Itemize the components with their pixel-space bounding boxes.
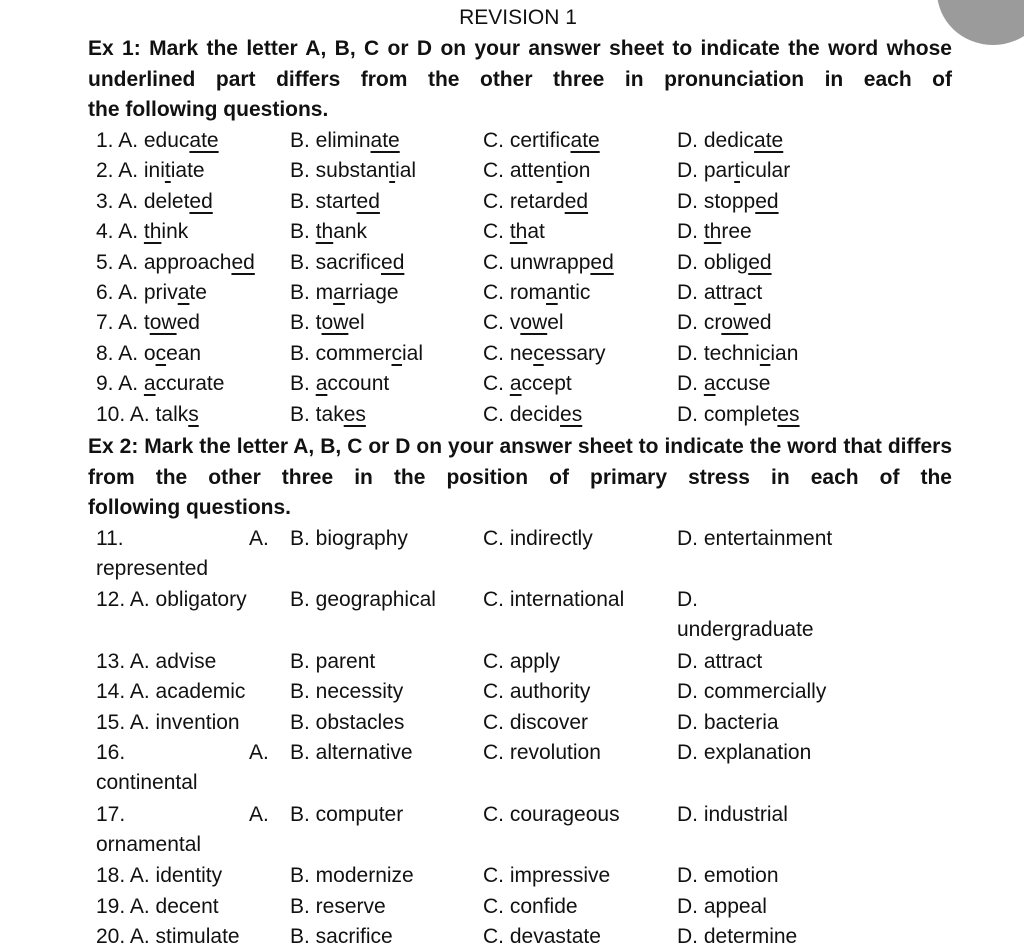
underlined-part: ate bbox=[754, 129, 784, 152]
option-a bbox=[96, 861, 222, 891]
option-a bbox=[96, 400, 199, 430]
option-a bbox=[96, 647, 216, 677]
question-row bbox=[0, 585, 1024, 642]
option-text: ian bbox=[770, 341, 799, 365]
question-row bbox=[0, 647, 1024, 677]
ex1-instruction-line: the following questions. bbox=[88, 98, 329, 121]
underlined-part: a bbox=[734, 281, 746, 304]
option-text: A. stimulate bbox=[129, 925, 240, 949]
option-text: D. dedic bbox=[677, 129, 755, 152]
question-number: 7. bbox=[96, 311, 119, 335]
question-row bbox=[0, 278, 1024, 308]
option-text: A. advise bbox=[129, 649, 217, 673]
underlined-part: t bbox=[389, 159, 396, 183]
question-row bbox=[0, 677, 1024, 707]
option-c: C. indirectly bbox=[483, 527, 593, 550]
option-text: C. decid bbox=[483, 402, 561, 426]
question-row bbox=[0, 524, 1024, 580]
underlined-part: ow bbox=[520, 311, 548, 335]
option-d: D. explanation bbox=[677, 741, 812, 765]
option-c bbox=[483, 308, 564, 338]
option-d: D. emotion bbox=[677, 864, 779, 887]
underlined-part: c bbox=[155, 341, 167, 365]
option-text: C. bbox=[483, 372, 510, 396]
underlined-part: c bbox=[533, 341, 544, 365]
underlined-part: c bbox=[391, 341, 403, 365]
underlined-part: ed bbox=[356, 189, 380, 213]
option-text: ct bbox=[745, 281, 763, 304]
option-b bbox=[290, 187, 380, 217]
option-text: A. decent bbox=[129, 894, 219, 918]
option-text: ccount bbox=[327, 372, 390, 396]
option-text: A. o bbox=[118, 341, 156, 365]
option-text: ink bbox=[161, 220, 189, 244]
option-c: C. courageous bbox=[483, 802, 620, 826]
option-c: C. confide bbox=[483, 894, 578, 918]
option-text: A. identity bbox=[129, 864, 223, 887]
option-text: icular bbox=[740, 159, 791, 183]
option-text: D. cr bbox=[677, 311, 722, 335]
option-c bbox=[483, 187, 588, 217]
ex1-instruction-line: Ex 1: Mark the letter A, B, C or D on your answer sheet to indicate the word bbox=[88, 37, 879, 60]
underlined-part: a bbox=[143, 372, 156, 396]
underlined-part: t bbox=[734, 159, 741, 183]
question-row bbox=[0, 400, 1024, 430]
option-text: B. t bbox=[290, 311, 322, 335]
option-d bbox=[677, 156, 790, 186]
option-d bbox=[677, 308, 772, 338]
option-d-label: D. bbox=[677, 588, 698, 612]
question-number: 15. bbox=[96, 710, 130, 734]
option-a bbox=[96, 585, 247, 615]
option-b bbox=[290, 156, 416, 186]
question-row bbox=[0, 738, 1024, 795]
underlined-part: th bbox=[315, 220, 334, 244]
option-a bbox=[96, 217, 188, 247]
underlined-part: s bbox=[188, 402, 199, 426]
underlined-part: th bbox=[509, 220, 528, 244]
option-d bbox=[677, 187, 779, 217]
option-text: ccurate bbox=[155, 372, 225, 396]
option-b bbox=[290, 400, 366, 430]
option-d: D. bacteria bbox=[677, 710, 779, 734]
question-row bbox=[0, 156, 1024, 186]
question-row bbox=[0, 861, 1024, 891]
question-row bbox=[0, 800, 1024, 856]
option-b: B. necessity bbox=[290, 680, 404, 704]
option-a bbox=[96, 369, 224, 399]
option-c: C. discover bbox=[483, 710, 589, 734]
option-a bbox=[96, 126, 219, 156]
option-text: D. oblig bbox=[677, 250, 749, 274]
underlined-part: a bbox=[315, 372, 328, 396]
option-text: iate bbox=[170, 159, 205, 183]
option-d bbox=[677, 369, 770, 399]
option-d: D. entertainment bbox=[677, 527, 833, 550]
option-b bbox=[290, 248, 404, 278]
option-a bbox=[96, 677, 245, 707]
underlined-part: a bbox=[703, 372, 716, 396]
option-a-word: continental bbox=[96, 771, 198, 795]
underlined-part: ow bbox=[149, 311, 177, 335]
option-text: ial bbox=[402, 341, 424, 365]
underlined-part: ed bbox=[231, 250, 255, 274]
option-text: A. delet bbox=[118, 189, 190, 213]
underlined-part: es bbox=[560, 402, 583, 426]
option-a bbox=[96, 308, 200, 338]
option-a bbox=[96, 156, 205, 186]
question-number: 18. bbox=[96, 864, 130, 887]
underlined-part: es bbox=[777, 402, 800, 426]
option-a-word: ornamental bbox=[96, 832, 202, 856]
option-text: A. t bbox=[118, 311, 150, 335]
underlined-part: ate bbox=[370, 129, 400, 152]
option-text: te bbox=[189, 281, 207, 304]
option-text: D. bbox=[677, 220, 704, 244]
underlined-part: t bbox=[164, 159, 171, 183]
option-d: D. attract bbox=[677, 649, 763, 673]
option-text: ccuse bbox=[715, 372, 771, 396]
option-text: B. substan bbox=[290, 159, 390, 183]
option-text: B. start bbox=[290, 189, 357, 213]
underlined-part: th bbox=[703, 220, 722, 244]
option-a bbox=[96, 339, 201, 369]
underlined-part: a bbox=[333, 281, 345, 304]
option-a bbox=[96, 248, 255, 278]
question-row bbox=[0, 339, 1024, 369]
option-text: B. tak bbox=[290, 402, 344, 426]
option-b: B. geographical bbox=[290, 588, 436, 612]
option-c: C. authority bbox=[483, 680, 591, 704]
underlined-part: t bbox=[556, 159, 563, 183]
option-d: D. appeal bbox=[677, 894, 767, 918]
option-a bbox=[96, 892, 219, 922]
question-row bbox=[0, 248, 1024, 278]
option-text: A. educ bbox=[118, 129, 190, 152]
underlined-part: a bbox=[509, 372, 522, 396]
option-a bbox=[96, 922, 240, 952]
option-text: B. commer bbox=[290, 341, 392, 365]
option-text: ion bbox=[562, 159, 591, 183]
underlined-part: es bbox=[343, 402, 366, 426]
option-a bbox=[96, 708, 240, 738]
option-text: ed bbox=[176, 311, 200, 335]
option-a-label: A. bbox=[249, 802, 269, 826]
option-a-label: A. bbox=[249, 527, 269, 550]
underlined-part: ate bbox=[570, 129, 600, 152]
option-text: ank bbox=[333, 220, 368, 244]
option-text: el bbox=[348, 311, 365, 335]
option-text: B. bbox=[290, 220, 316, 244]
option-b: B. modernize bbox=[290, 864, 414, 887]
question-row bbox=[0, 308, 1024, 338]
page-title: REVISION 1 bbox=[459, 6, 577, 29]
option-text: D. complet bbox=[677, 402, 778, 426]
question-number: 9. bbox=[96, 372, 119, 396]
question-number: 13. bbox=[96, 649, 130, 673]
underlined-part: ed bbox=[590, 250, 614, 274]
option-c: C. devastate bbox=[483, 925, 601, 949]
option-text: el bbox=[547, 311, 564, 335]
question-number: 16. bbox=[96, 741, 126, 765]
underlined-part: ed bbox=[755, 189, 779, 213]
option-d bbox=[677, 126, 783, 156]
option-text: A. talk bbox=[129, 402, 189, 426]
question-row bbox=[0, 217, 1024, 247]
option-b bbox=[290, 217, 367, 247]
underlined-part: th bbox=[143, 220, 162, 244]
option-text: ree bbox=[721, 220, 752, 244]
option-b: B. parent bbox=[290, 649, 376, 673]
question-number: 2. bbox=[96, 159, 119, 183]
question-row bbox=[0, 922, 1024, 952]
option-b bbox=[290, 308, 365, 338]
question-number: 14. bbox=[96, 680, 130, 704]
option-text: C. certific bbox=[483, 129, 571, 152]
option-text: ccept bbox=[521, 372, 572, 396]
option-b: B. reserve bbox=[290, 894, 386, 918]
option-text: A. ini bbox=[118, 159, 165, 183]
question-row bbox=[0, 708, 1024, 738]
ex1-instructions bbox=[88, 34, 952, 126]
option-b bbox=[290, 339, 423, 369]
underlined-part: c bbox=[759, 341, 771, 365]
question-row bbox=[0, 369, 1024, 399]
option-b bbox=[290, 369, 389, 399]
option-text: D. attr bbox=[677, 281, 735, 304]
question-number: 12. bbox=[96, 588, 130, 612]
question-number: 1. bbox=[96, 129, 119, 152]
question-number: 5. bbox=[96, 250, 119, 274]
question-number: 3. bbox=[96, 189, 119, 213]
option-c bbox=[483, 156, 590, 186]
underlined-part: ate bbox=[189, 129, 219, 152]
option-d bbox=[677, 339, 798, 369]
option-d bbox=[677, 248, 772, 278]
ex1-instruction-line: whose underlined part differs from the other three in pronunciation in each of bbox=[88, 37, 952, 91]
option-c bbox=[483, 369, 572, 399]
question-number: 4. bbox=[96, 220, 119, 244]
option-text: C. atten bbox=[483, 159, 557, 183]
option-text: A. approach bbox=[118, 250, 232, 274]
option-text: C. rom bbox=[483, 281, 546, 304]
ex2-instruction-line: following questions. bbox=[88, 496, 291, 519]
option-text: rriage bbox=[344, 281, 399, 304]
question-row bbox=[0, 126, 1024, 156]
option-c bbox=[483, 339, 606, 369]
option-text: A. invention bbox=[129, 710, 240, 734]
question-number: 10. bbox=[96, 402, 130, 426]
option-b: B. alternative bbox=[290, 741, 413, 765]
option-text: D. techni bbox=[677, 341, 760, 365]
option-text: A. priv bbox=[118, 281, 178, 304]
option-d-word: undergraduate bbox=[677, 618, 814, 642]
question-number: 19. bbox=[96, 894, 130, 918]
option-c bbox=[483, 400, 582, 430]
question-number: 11. bbox=[96, 527, 124, 550]
option-text: C. ne bbox=[483, 341, 534, 365]
option-text: C. unwrapp bbox=[483, 250, 591, 274]
option-text: C. bbox=[483, 220, 510, 244]
option-b: B. computer bbox=[290, 802, 404, 826]
option-text: ean bbox=[166, 341, 202, 365]
underlined-part: a bbox=[177, 281, 190, 304]
option-text: D. stopp bbox=[677, 189, 756, 213]
option-text: C. retard bbox=[483, 189, 565, 213]
option-text: B. bbox=[290, 372, 316, 396]
option-text: ntic bbox=[557, 281, 591, 304]
question-number: 6. bbox=[96, 281, 119, 304]
question-number: 20. bbox=[96, 925, 130, 949]
option-c: C. impressive bbox=[483, 864, 611, 887]
question-row bbox=[0, 187, 1024, 217]
ex2-instructions bbox=[88, 432, 952, 524]
option-text: essary bbox=[543, 341, 606, 365]
underlined-part: ow bbox=[321, 311, 349, 335]
option-d bbox=[677, 400, 800, 430]
underlined-part: ed bbox=[189, 189, 213, 213]
option-a bbox=[96, 187, 213, 217]
underlined-part: ed bbox=[748, 250, 772, 274]
option-d: D. determine bbox=[677, 925, 798, 949]
option-c: C. apply bbox=[483, 649, 561, 673]
option-a-label: A. bbox=[249, 741, 269, 765]
option-text: at bbox=[527, 220, 545, 244]
option-text: C. v bbox=[483, 311, 521, 335]
option-text: A. bbox=[118, 220, 144, 244]
option-c: C. revolution bbox=[483, 741, 601, 765]
underlined-part: a bbox=[546, 281, 558, 304]
option-c: C. international bbox=[483, 588, 625, 612]
option-a bbox=[96, 278, 207, 308]
option-b bbox=[290, 278, 399, 308]
ex2-instruction-line: differs from the other three in the position of primary stress in each of the bbox=[88, 435, 952, 489]
underlined-part: ed bbox=[381, 250, 405, 274]
option-text: B. elimin bbox=[290, 129, 371, 152]
option-text: D. par bbox=[677, 159, 735, 183]
option-d: D. industrial bbox=[677, 802, 788, 826]
option-a-word: represented bbox=[96, 557, 209, 580]
option-d: D. commercially bbox=[677, 680, 827, 704]
option-d bbox=[677, 217, 752, 247]
option-b: B. obstacles bbox=[290, 710, 405, 734]
question-number: 17. bbox=[96, 802, 126, 826]
ex2-instruction-line: Ex 2: Mark the letter A, B, C or D on your answer sheet to indicate the word that bbox=[88, 435, 882, 458]
option-c bbox=[483, 126, 600, 156]
option-text: B. sacrific bbox=[290, 250, 382, 274]
option-text: A. academic bbox=[129, 680, 246, 704]
option-text: ed bbox=[748, 311, 772, 335]
option-c bbox=[483, 217, 545, 247]
option-d bbox=[677, 278, 762, 308]
option-text: D. bbox=[677, 372, 704, 396]
underlined-part: ed bbox=[564, 189, 589, 213]
question-row bbox=[0, 892, 1024, 922]
option-text: A. obligatory bbox=[129, 588, 247, 612]
option-c bbox=[483, 248, 614, 278]
option-b: B. sacrifice bbox=[290, 925, 393, 949]
option-text: ial bbox=[395, 159, 417, 183]
question-number: 8. bbox=[96, 341, 119, 365]
option-c bbox=[483, 278, 590, 308]
underlined-part: ow bbox=[721, 311, 749, 335]
option-text: A. bbox=[118, 372, 144, 396]
option-b: B. biography bbox=[290, 527, 408, 550]
option-text: B. m bbox=[290, 281, 334, 304]
option-b bbox=[290, 126, 400, 156]
